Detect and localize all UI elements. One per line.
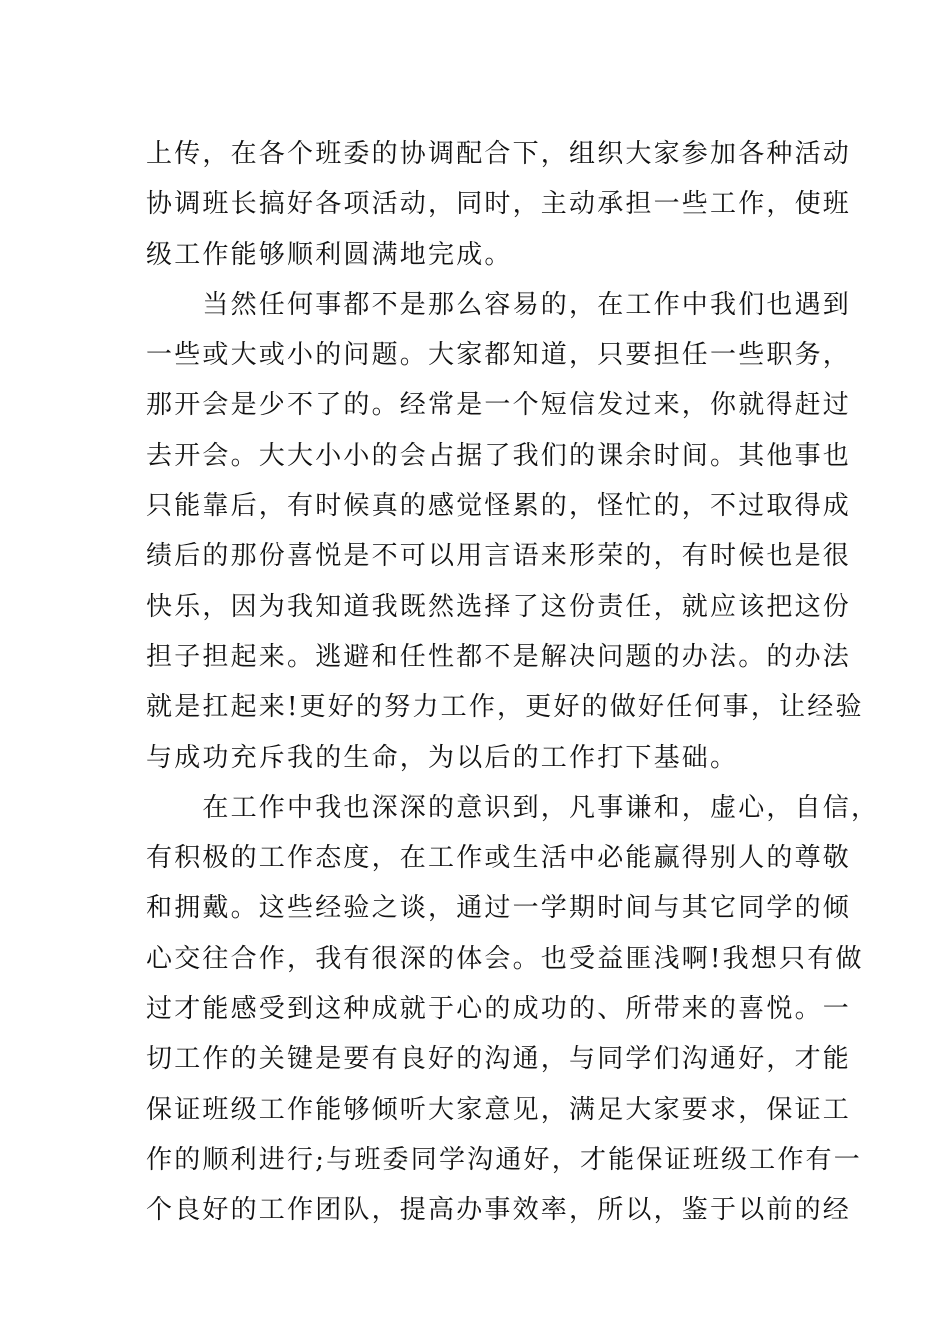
text-line: 保证班级工作能够倾听大家意见，满足大家要求，保证工 <box>146 1094 852 1125</box>
text-line: 绩后的那份喜悦是不可以用言语来形荣的，有时候也是很 <box>146 541 852 572</box>
text-line: 上传，在各个班委的协调配合下，组织大家参加各种活动 <box>146 139 852 169</box>
text-line: 作的顺利进行;与班委同学沟通好，才能保证班级工作有一 <box>146 1144 862 1175</box>
text-line: 和拥戴。这些经验之谈，通过一学期时间与其它同学的倾 <box>146 893 852 924</box>
text-line: 只能靠后，有时候真的感觉怪累的，怪忙的，不过取得成 <box>146 491 852 522</box>
text-line: 级工作能够顺利圆满地完成。 <box>146 239 513 270</box>
text-line: 切工作的关键是要有良好的沟通，与同学们沟通好，才能 <box>146 1044 852 1075</box>
text-line: 那开会是少不了的。经常是一个短信发过来，你就得赶过 <box>146 390 852 421</box>
text-line: 快乐，因为我知道我既然选择了这份责任，就应该把这份 <box>146 591 852 622</box>
text-line: 在工作中我也深深的意识到，凡事谦和，虚心，自信， <box>146 792 880 823</box>
text-line: 过才能感受到这种成就于心的成功的、所带来的喜悦。一 <box>146 994 852 1025</box>
text-line: 有积极的工作态度，在工作或生活中必能赢得别人的尊敬 <box>146 843 852 874</box>
text-line: 当然任何事都不是那么容易的，在工作中我们也遇到 <box>146 289 852 320</box>
text-line: 与成功充斥我的生命，为以后的工作打下基础。 <box>146 742 739 773</box>
text-line: 担子担起来。逃避和任性都不是解决问题的办法。的办法 <box>146 641 852 672</box>
text-line: 一些或大或小的问题。大家都知道，只要担任一些职务， <box>146 340 852 371</box>
text-line: 心交往合作，我有很深的体会。也受益匪浅啊!我想只有做 <box>146 943 864 974</box>
text-line: 就是扛起来!更好的努力工作，更好的做好任何事，让经验 <box>146 692 864 723</box>
text-line: 个良好的工作团队，提高办事效率，所以，鉴于以前的经 <box>146 1195 852 1226</box>
text-line: 去开会。大大小小的会占据了我们的课余时间。其他事也 <box>146 440 852 471</box>
body-text <box>146 129 880 1236</box>
text-line: 协调班长搞好各项活动，同时，主动承担一些工作，使班 <box>146 189 852 220</box>
